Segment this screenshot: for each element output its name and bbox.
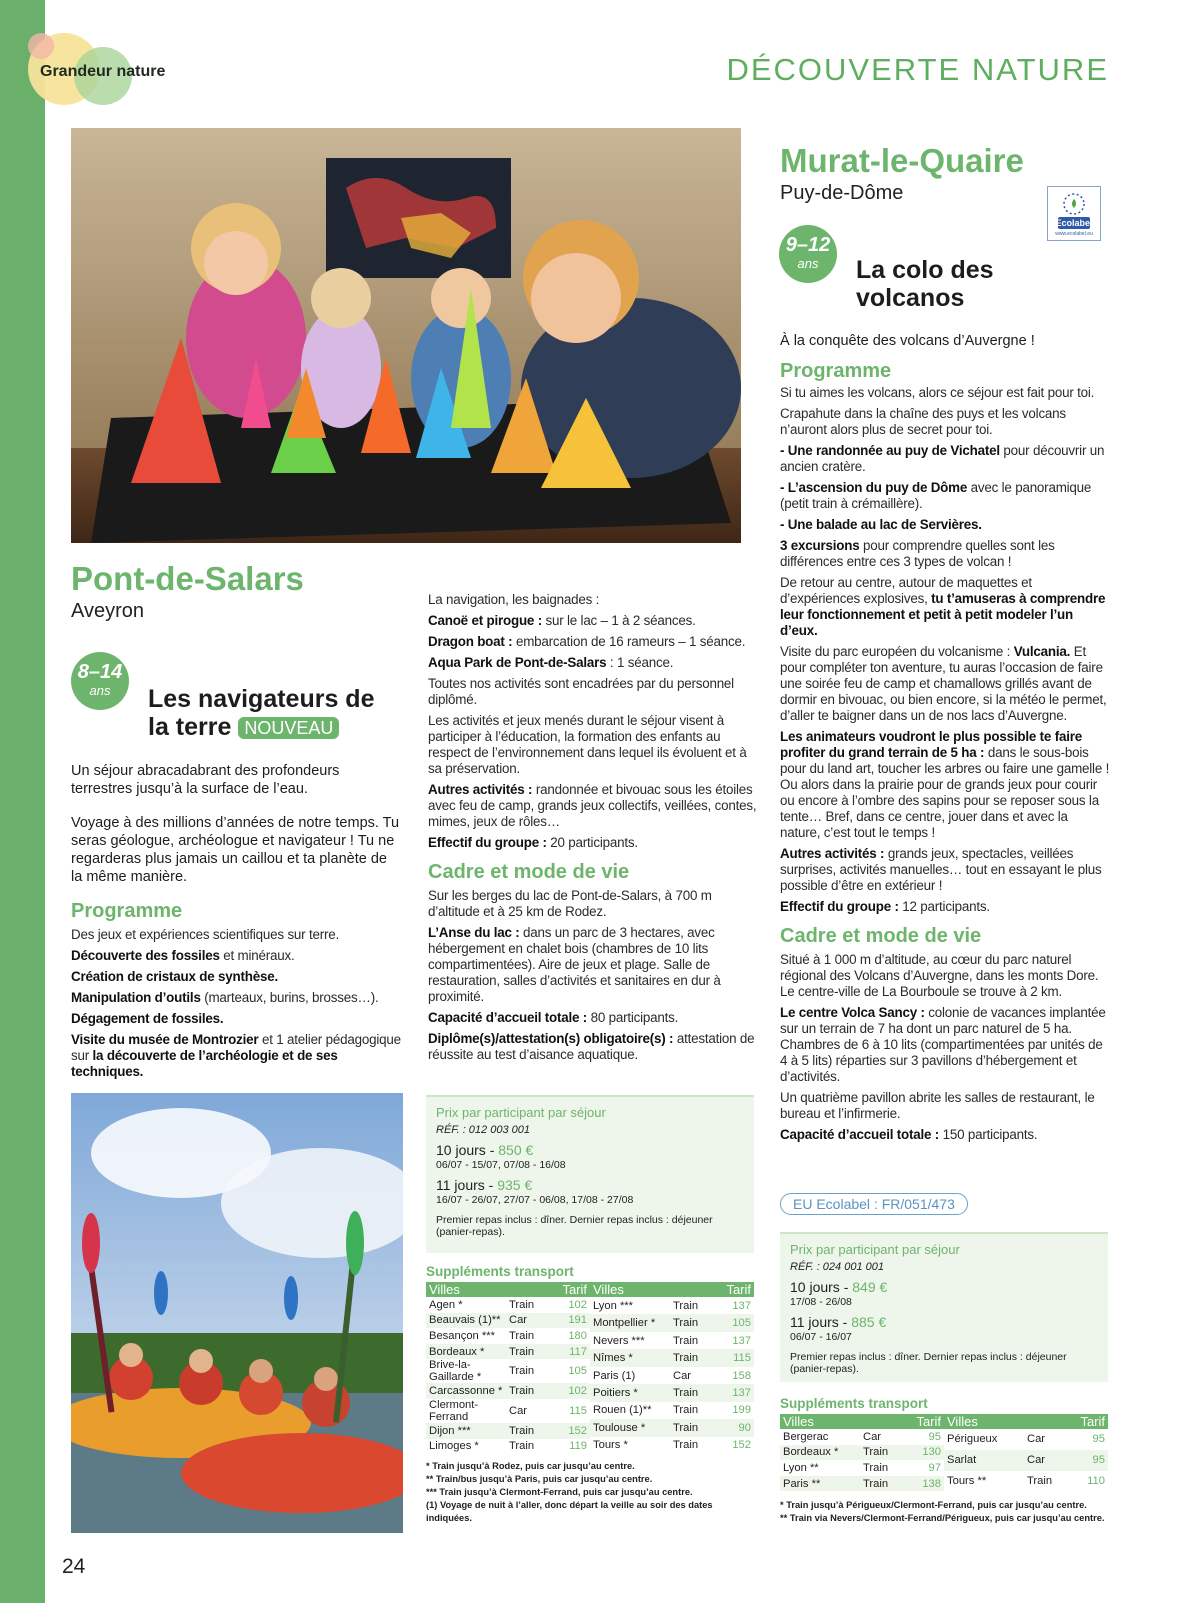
mode-cell: Car bbox=[506, 1313, 548, 1329]
murat-price-box bbox=[780, 1232, 1108, 1382]
table-row bbox=[426, 1313, 590, 1329]
pont-cadre-title: Cadre et mode de vie bbox=[428, 861, 630, 883]
price-cell: 191 bbox=[548, 1313, 590, 1329]
mode-cell: Train bbox=[1027, 1474, 1053, 1487]
pont-activities bbox=[428, 592, 758, 851]
murat-programme-item-paragraph bbox=[780, 575, 1110, 639]
city-cell: Périgueux bbox=[947, 1433, 998, 1446]
price-cell: 105 bbox=[568, 1365, 587, 1378]
pont-programme-item-bold: Manipulation d’outils bbox=[71, 990, 201, 1005]
pont-col-villes: Villes bbox=[426, 1282, 548, 1297]
pont-programme-item-bold: la découverte de l’archéologie et de ses techniques. bbox=[71, 1048, 338, 1079]
pont-region: Aveyron bbox=[71, 600, 145, 622]
murat-cadre-item-bold: Capacité d’accueil totale : bbox=[780, 1127, 940, 1142]
pont-programme-item-paragraph bbox=[71, 1032, 401, 1080]
murat-cadre-item-text: Situé à 1 000 m d’altitude, au cœur du parc naturel régional des Volcans d’Auvergne, dans les monts Dore. Le centre-ville de La Bourboule se trouve à 2 km. bbox=[780, 952, 1099, 999]
mode-cell: Train bbox=[670, 1419, 712, 1436]
murat-programme-item-bold: Les animateurs voudront le plus possible te faire profiter du grand terrain de 5 ha : bbox=[780, 729, 1082, 760]
city-cell: Lyon *** bbox=[593, 1299, 634, 1312]
table-row bbox=[590, 1437, 754, 1455]
murat-cadre-item-paragraph bbox=[780, 1127, 1110, 1143]
price-cell: 152 bbox=[732, 1439, 751, 1452]
pont-col-tarif-2: Tarif bbox=[712, 1282, 754, 1297]
city-cell: Montpellier * bbox=[590, 1314, 670, 1331]
price-cell: 95 bbox=[1066, 1450, 1108, 1471]
murat-age-unit: ans bbox=[797, 256, 819, 271]
city-cell: Paris (1) bbox=[593, 1369, 636, 1382]
pont-programme-title: Programme bbox=[71, 900, 183, 922]
murat-colo-title bbox=[856, 256, 1086, 312]
pont-activity-item-text: Toutes nos activités sont encadrées par du personnel diplômé. bbox=[428, 676, 734, 707]
murat-transport-table-left bbox=[780, 1414, 944, 1491]
pont-programme-item-text: (marteaux, burins, brosses…). bbox=[200, 990, 379, 1005]
price-cell: 95 bbox=[928, 1430, 941, 1443]
murat-cadre-item-text: Un quatrième pavillon abrite les salles de restaurant, le bureau et l’infirmerie. bbox=[780, 1090, 1095, 1121]
murat-programme-item-bold: - L’ascension du puy de Dôme bbox=[780, 480, 968, 495]
footnote: ** Train/bus jusqu’à Paris, puis car jusqu’au centre. bbox=[426, 1474, 653, 1485]
mode-cell: Car bbox=[673, 1369, 692, 1382]
murat-programme-title: Programme bbox=[780, 360, 892, 382]
murat-programme-item-paragraph bbox=[780, 538, 1110, 570]
mode-cell: Train bbox=[509, 1365, 535, 1378]
pont-activity-item-paragraph bbox=[428, 634, 758, 650]
murat-programme-item-bold: 3 excursions bbox=[780, 538, 860, 553]
footnote: *** Train jusqu’à Clermont-Ferrand, puis car jusqu’au centre. bbox=[426, 1487, 693, 1498]
price-cell: 97 bbox=[928, 1461, 941, 1474]
ecolabel-reference: EU Ecolabel : FR/051/473 bbox=[780, 1193, 968, 1215]
murat-programme-item-bold: Vulcania. bbox=[1013, 644, 1071, 659]
table-row bbox=[426, 1359, 590, 1383]
table-row bbox=[944, 1429, 1108, 1450]
pont-programme-item-paragraph bbox=[71, 1011, 401, 1027]
price-cell: 110 bbox=[1087, 1474, 1105, 1487]
pont-programme-item-bold: Découverte des fossiles bbox=[71, 948, 220, 963]
murat-offer-2-price: 885 € bbox=[851, 1314, 887, 1330]
pont-offer-2-price: 935 € bbox=[497, 1177, 533, 1193]
pont-programme-list bbox=[71, 927, 401, 1080]
table-row bbox=[426, 1399, 590, 1423]
murat-offer-2-dates: 06/07 - 16/07 bbox=[790, 1331, 852, 1343]
page-number: 24 bbox=[62, 1555, 86, 1578]
murat-programme-item-bold: Effectif du groupe : bbox=[780, 899, 899, 914]
footnote: (1) Voyage de nuit à l’aller, donc départ la veille au soir des dates indiquées. bbox=[426, 1500, 713, 1524]
pont-programme-item-text: Des jeux et expériences scientifiques sur terre. bbox=[71, 927, 340, 942]
pont-activity-item-paragraph bbox=[428, 713, 758, 777]
murat-programme-item-bold: - Une randonnée au puy de Vichatel bbox=[780, 443, 1000, 458]
table-row bbox=[590, 1419, 754, 1436]
murat-colo-title-line1: La colo des bbox=[856, 256, 994, 284]
mode-cell: Train bbox=[506, 1344, 548, 1360]
mode-cell: Train bbox=[673, 1439, 699, 1452]
mode-cell: Train bbox=[506, 1383, 548, 1399]
price-cell: 115 bbox=[569, 1404, 587, 1417]
table-row bbox=[590, 1297, 754, 1314]
murat-col-villes: Villes bbox=[780, 1414, 902, 1429]
murat-col-villes-2: Villes bbox=[944, 1414, 1066, 1429]
table-row bbox=[590, 1349, 754, 1366]
ecolabel-text: Ecolabel bbox=[1055, 218, 1093, 228]
price-cell: 152 bbox=[548, 1423, 590, 1439]
pont-offer-2-duration: 11 jours - bbox=[436, 1177, 498, 1193]
pont-cadre-item-paragraph bbox=[428, 888, 758, 920]
pont-activity-item-text: embarcation de 16 rameurs – 1 séance. bbox=[512, 634, 746, 649]
murat-cadre-list bbox=[780, 952, 1110, 1143]
mode-cell: Train bbox=[670, 1384, 712, 1401]
pont-programme-item-bold: Visite du musée de Montrozier bbox=[71, 1032, 259, 1047]
mode-cell: Train bbox=[673, 1404, 699, 1417]
murat-col-tarif: Tarif bbox=[902, 1414, 944, 1429]
footnote: ** Train via Nevers/Clermont-Ferrand/Périgueux, puis car jusqu’au centre. bbox=[780, 1513, 1105, 1524]
pont-activity-item-bold: Aqua Park de Pont-de-Salars bbox=[428, 655, 607, 670]
mode-cell: Train bbox=[506, 1423, 548, 1439]
pont-cadre-item-text: 80 participants. bbox=[587, 1010, 679, 1025]
table-row bbox=[426, 1297, 590, 1313]
price-cell: 105 bbox=[712, 1314, 754, 1331]
pont-programme-item-bold: Création de cristaux de synthèse. bbox=[71, 969, 278, 984]
pont-activity-item-paragraph bbox=[428, 655, 758, 671]
murat-programme-item-paragraph bbox=[780, 406, 1110, 438]
pont-programme-item-paragraph bbox=[71, 990, 401, 1006]
city-cell: Tours ** bbox=[947, 1474, 987, 1487]
murat-offer-2-duration: 11 jours - bbox=[790, 1314, 852, 1330]
table-row bbox=[780, 1445, 944, 1461]
city-cell: Lyon ** bbox=[783, 1461, 819, 1474]
murat-programme-item-paragraph bbox=[780, 729, 1110, 841]
murat-programme-item-paragraph bbox=[780, 443, 1110, 475]
murat-programme-item-bold: Autres activités : bbox=[780, 846, 885, 861]
pont-col-villes-2: Villes bbox=[590, 1282, 712, 1297]
pont-activity-item-text: randonnée et bivouac sous les étoiles avec feu de camp, grands jeux collectifs, veillées, contes, mimes, jeux de rôles… bbox=[428, 782, 757, 829]
pont-transport-table-right bbox=[590, 1282, 754, 1454]
footnote: * Train jusqu’à Périgueux/Clermont-Ferrand, puis car jusqu’au centre. bbox=[780, 1500, 1087, 1511]
pont-lead-2: Voyage à des millions d’années de notre temps. Tu seras géologue, archéologue et navigateur ! Tu ne regarderas plus jamais un caillou et ta planète de la même manière. bbox=[71, 815, 400, 885]
pont-colo-title-line1: Les navigateurs de bbox=[148, 685, 375, 713]
table-row bbox=[590, 1314, 754, 1331]
table-row bbox=[590, 1384, 754, 1401]
pont-price-header: Prix par participant par séjour bbox=[436, 1105, 606, 1120]
pont-cadre-item-bold: L’Anse du lac : bbox=[428, 925, 520, 940]
pont-cadre-item-text: attestation de réussite au test d’aisance aquatique. bbox=[428, 1031, 755, 1062]
table-row bbox=[780, 1429, 944, 1445]
pont-transport-footnotes bbox=[426, 1460, 756, 1525]
pont-programme-item-paragraph bbox=[71, 969, 401, 985]
pont-offer-1-duration: 10 jours - bbox=[436, 1142, 499, 1158]
mode-cell: Train bbox=[863, 1461, 889, 1474]
table-row bbox=[426, 1439, 590, 1455]
city-cell: Bordeaux * bbox=[426, 1344, 506, 1360]
new-badge: NOUVEAU bbox=[238, 717, 339, 739]
murat-transport-title: Suppléments transport bbox=[780, 1396, 928, 1411]
price-cell: 102 bbox=[548, 1383, 590, 1399]
pont-activity-item-text: 20 participants. bbox=[546, 835, 638, 850]
city-cell: Brive-la-Gaillarde * bbox=[429, 1359, 482, 1384]
city-cell: Rouen (1)** bbox=[593, 1404, 652, 1417]
murat-programme-item-paragraph bbox=[780, 385, 1110, 401]
pont-colo-title bbox=[148, 685, 408, 741]
murat-programme-item-text: Et pour compléter ton aventure, tu auras l’occasion de faire une soirée feu de camp et chamallows grillés avant de dormir en bivouac, ou bien encore, si la météo le permet, d’aller te baigner dans un de nos lacs d’Auvergne. bbox=[780, 644, 1107, 723]
section-badge bbox=[28, 33, 198, 108]
murat-colo-title-line2: volcanos bbox=[856, 284, 965, 312]
pont-cadre-item-paragraph bbox=[428, 925, 758, 1005]
table-row bbox=[944, 1450, 1108, 1471]
pont-activity-item-text: : 1 séance. bbox=[606, 655, 674, 670]
price-cell: 117 bbox=[548, 1344, 590, 1360]
pont-activity-item-text: Les activités et jeux menés durant le séjour visent à participer à l’éducation, la formation des enfants au respect de l’environnement dans lequel ils évoluent et à sa préservation. bbox=[428, 713, 747, 776]
canoe-photo bbox=[71, 1093, 403, 1533]
pont-activity-item-text: sur le lac – 1 à 2 séances. bbox=[541, 613, 696, 628]
table-row bbox=[426, 1328, 590, 1344]
pont-activity-item-paragraph bbox=[428, 782, 758, 830]
mode-cell: Car bbox=[509, 1404, 528, 1417]
murat-programme-item-paragraph bbox=[780, 517, 1110, 533]
murat-cadre-item-bold: Le centre Volca Sancy : bbox=[780, 1005, 925, 1020]
city-cell: Nevers *** bbox=[593, 1334, 645, 1347]
murat-transport-table-right bbox=[944, 1414, 1108, 1491]
price-cell: 90 bbox=[712, 1419, 754, 1436]
pont-price-box bbox=[426, 1095, 754, 1253]
murat-offer-1-duration: 10 jours - bbox=[790, 1279, 853, 1295]
pont-activity-item-bold: Effectif du groupe : bbox=[428, 835, 547, 850]
city-cell: Bordeaux * bbox=[780, 1445, 860, 1461]
pont-transport-table-left bbox=[426, 1282, 590, 1454]
price-cell: 199 bbox=[732, 1404, 751, 1417]
murat-programme-item-text: grands jeux, spectacles, veillées surprises, activités manuelles… tout en essayant le plus possible d’être en extérieur ! bbox=[780, 846, 1102, 893]
pont-cadre-item-text: Sur les berges du lac de Pont-de-Salars, à 700 m d’altitude et à 25 km de Rodez. bbox=[428, 888, 712, 919]
price-cell: 137 bbox=[732, 1334, 751, 1347]
murat-price-note: Premier repas inclus : dîner. Dernier repas inclus : déjeuner (panier-repas). bbox=[790, 1351, 1067, 1375]
price-cell: 119 bbox=[569, 1440, 587, 1453]
pont-age-range: 8–14 bbox=[77, 661, 123, 683]
murat-age-range: 9–12 bbox=[785, 234, 831, 256]
price-cell: 137 bbox=[712, 1384, 754, 1401]
murat-price-ref: RÉF. : 024 001 001 bbox=[790, 1261, 884, 1273]
murat-programme-item-text: avec le panoramique (petit train à crémaillère). bbox=[780, 480, 1092, 511]
pont-activity-item-bold: Autres activités : bbox=[428, 782, 533, 797]
pont-programme-item-text: et minéraux. bbox=[219, 948, 295, 963]
murat-cadre-item-paragraph bbox=[780, 952, 1110, 1000]
mode-cell: Train bbox=[670, 1314, 712, 1331]
murat-programme-item-text: pour découvrir un ancien cratère. bbox=[780, 443, 1105, 474]
murat-programme-item-paragraph bbox=[780, 644, 1110, 724]
table-row bbox=[426, 1423, 590, 1439]
price-cell: 180 bbox=[568, 1329, 587, 1342]
murat-programme-item-text: Visite du parc européen du volcanisme : bbox=[780, 644, 1014, 659]
pont-lead-1: Un séjour abracadabrant des profondeurs terrestres jusqu’à la surface de l’eau. bbox=[71, 763, 340, 797]
pont-cadre-item-bold: Capacité d’accueil totale : bbox=[428, 1010, 588, 1025]
city-cell: Dijon *** bbox=[426, 1423, 506, 1439]
murat-col-tarif-2: Tarif bbox=[1066, 1414, 1108, 1429]
city-cell: Carcassonne * bbox=[426, 1383, 506, 1399]
price-cell: 137 bbox=[732, 1299, 751, 1312]
pont-offer-1-dates: 06/07 - 15/07, 07/08 - 16/08 bbox=[436, 1159, 566, 1171]
table-row bbox=[780, 1476, 944, 1492]
murat-cadre-item-text: colonie de vacances implantée sur un terrain de 7 ha dont un parc naturel de 5 ha. Chambres de 6 à 10 lits (compartimentées par unités de 4 à 5 lits) réparties sur 3 pavillons d’hébergement et d’activités. bbox=[780, 1005, 1106, 1084]
pont-activity-item-paragraph bbox=[428, 676, 758, 708]
murat-programme-item-paragraph bbox=[780, 899, 1110, 915]
murat-title: Murat-le-Quaire bbox=[780, 142, 1024, 179]
category-title: DÉCOUVERTE NATURE bbox=[726, 52, 1109, 87]
pont-activity-item-paragraph bbox=[428, 613, 758, 629]
murat-transport-footnotes bbox=[780, 1499, 1110, 1525]
pont-cadre-item-text: dans un parc de 3 hectares, avec hébergement en chalet bois (chambres de 10 lits compartimentées). Aire de jeux et plage. Salle de restauration, salles d’activités et sanitaires en dur à proximité. bbox=[428, 925, 721, 1004]
pont-price-note: Premier repas inclus : dîner. Dernier repas inclus : déjeuner (panier-repas). bbox=[436, 1214, 713, 1238]
pont-col-tarif: Tarif bbox=[548, 1282, 590, 1297]
murat-offer-1-price: 849 € bbox=[852, 1279, 888, 1295]
pont-price-ref: RÉF. : 012 003 001 bbox=[436, 1124, 530, 1136]
pont-cadre-list bbox=[428, 888, 758, 1063]
pont-activity-item-bold: Canoë et pirogue : bbox=[428, 613, 542, 628]
table-row bbox=[590, 1367, 754, 1384]
pont-offer-1-price: 850 € bbox=[498, 1142, 534, 1158]
pont-cadre-item-paragraph bbox=[428, 1010, 758, 1026]
pont-programme-item-paragraph bbox=[71, 948, 401, 964]
murat-cadre-item-paragraph bbox=[780, 1090, 1110, 1122]
murat-programme-item-text: pour comprendre quelles sont les différences entre ces 3 types de volcan ! bbox=[780, 538, 1055, 569]
murat-programme-list bbox=[780, 385, 1110, 915]
city-cell: Beauvais (1)** bbox=[426, 1313, 506, 1329]
mode-cell: Train bbox=[670, 1349, 712, 1366]
murat-lead: À la conquête des volcans d’Auvergne ! bbox=[780, 333, 1035, 349]
pont-transport-title: Suppléments transport bbox=[426, 1264, 574, 1279]
mode-cell: Car bbox=[863, 1430, 882, 1443]
murat-programme-item-bold: tu t’amuseras à comprendre leur fonctionnement et petit à petit modeler l’un d’eux. bbox=[780, 591, 1106, 638]
city-cell: Limoges * bbox=[429, 1440, 479, 1453]
pont-programme-item-paragraph bbox=[71, 927, 401, 943]
city-cell: Tours * bbox=[593, 1439, 628, 1452]
mode-cell: Train bbox=[509, 1329, 535, 1342]
price-cell: 130 bbox=[902, 1445, 944, 1461]
pont-activity-item-paragraph bbox=[428, 835, 758, 851]
pont-cadre-item-bold: Diplôme(s)/attestation(s) obligatoire(s) : bbox=[428, 1031, 674, 1046]
city-cell: Besançon *** bbox=[429, 1329, 495, 1342]
murat-region: Puy-de-Dôme bbox=[780, 182, 904, 204]
pont-activity-item-text: La navigation, les baignades : bbox=[428, 592, 600, 607]
table-row bbox=[590, 1332, 754, 1349]
murat-programme-item-paragraph bbox=[780, 846, 1110, 894]
mode-cell: Train bbox=[860, 1476, 902, 1492]
mode-cell: Train bbox=[673, 1334, 699, 1347]
city-cell: Paris ** bbox=[780, 1476, 860, 1492]
city-cell: Sarlat bbox=[944, 1450, 1024, 1471]
murat-cadre-item-paragraph bbox=[780, 1005, 1110, 1085]
pont-cadre-item-paragraph bbox=[428, 1031, 758, 1063]
pont-activity-item-paragraph bbox=[428, 592, 758, 608]
table-row bbox=[780, 1460, 944, 1476]
volcano-experiment-photo bbox=[71, 128, 741, 543]
pont-programme-item-bold: Dégagement de fossiles. bbox=[71, 1011, 224, 1026]
murat-offer-1-dates: 17/08 - 26/08 bbox=[790, 1296, 852, 1308]
mode-cell: Car bbox=[1024, 1450, 1066, 1471]
city-cell: Nîmes * bbox=[590, 1349, 670, 1366]
murat-programme-item-text: Si tu aimes les volcans, alors ce séjour est fait pour toi. bbox=[780, 385, 1095, 400]
mode-cell: Train bbox=[860, 1445, 902, 1461]
pont-activity-item-bold: Dragon boat : bbox=[428, 634, 513, 649]
price-cell: 138 bbox=[902, 1476, 944, 1492]
price-cell: 95 bbox=[1092, 1433, 1105, 1446]
price-cell: 102 bbox=[568, 1298, 587, 1311]
pont-age-badge bbox=[71, 652, 129, 710]
murat-programme-item-paragraph bbox=[780, 480, 1110, 512]
city-cell: Agen * bbox=[429, 1298, 463, 1311]
mode-cell: Train bbox=[509, 1440, 535, 1453]
city-cell: Poitiers * bbox=[590, 1384, 670, 1401]
mode-cell: Train bbox=[673, 1299, 699, 1312]
table-row bbox=[426, 1344, 590, 1360]
murat-cadre-title: Cadre et mode de vie bbox=[780, 925, 982, 947]
murat-programme-item-text: Crapahute dans la chaîne des puys et les volcans n’auront alors plus de secret pour toi. bbox=[780, 406, 1066, 437]
murat-programme-item-bold: - Une balade au lac de Servières. bbox=[780, 517, 982, 532]
pont-colo-title-line2: la terre bbox=[148, 713, 232, 741]
table-row bbox=[944, 1471, 1108, 1492]
murat-age-badge bbox=[779, 225, 837, 283]
murat-programme-item-text: De retour au centre, autour de maquettes et d’expériences explosives, bbox=[780, 575, 1032, 606]
pont-offer-2-dates: 16/07 - 26/07, 27/07 - 06/08, 17/08 - 27/08 bbox=[436, 1194, 634, 1206]
pont-programme-item-text: et 1 atelier pédagogique sur bbox=[71, 1032, 401, 1063]
pont-age-unit: ans bbox=[89, 683, 111, 698]
murat-cadre-item-text: 150 participants. bbox=[939, 1127, 1038, 1142]
price-cell: 158 bbox=[732, 1369, 751, 1382]
city-cell: Clermont-Ferrand bbox=[429, 1398, 479, 1423]
table-row bbox=[590, 1402, 754, 1419]
mode-cell: Car bbox=[1027, 1433, 1046, 1446]
murat-price-header: Prix par participant par séjour bbox=[790, 1242, 960, 1257]
city-cell: Bergerac bbox=[783, 1430, 829, 1443]
pont-title: Pont-de-Salars bbox=[71, 560, 304, 597]
mode-cell: Train bbox=[509, 1298, 535, 1311]
green-sidebar bbox=[0, 0, 45, 1603]
footnote: * Train jusqu’à Rodez, puis car jusqu’au centre. bbox=[426, 1461, 635, 1472]
ecolabel-logo bbox=[1047, 186, 1101, 241]
ecolabel-url: www.ecolabel.eu bbox=[1055, 231, 1093, 237]
city-cell: Toulouse * bbox=[590, 1419, 670, 1436]
murat-programme-item-text: 12 participants. bbox=[898, 899, 990, 914]
price-cell: 115 bbox=[712, 1349, 754, 1366]
section-label: Grandeur nature bbox=[40, 63, 166, 80]
murat-programme-item-text: dans le sous-bois pour du land art, toucher les arbres ou faire une gamelle ! Ou alors dans la prairie pour de grands jeux pour courir ou encore à l’ombre des sapins pour se reposer sous la tente… Bref, dans ce centre, jouer dans et avec la nature, c’est tout le temps ! bbox=[780, 745, 1110, 840]
table-row bbox=[426, 1383, 590, 1399]
